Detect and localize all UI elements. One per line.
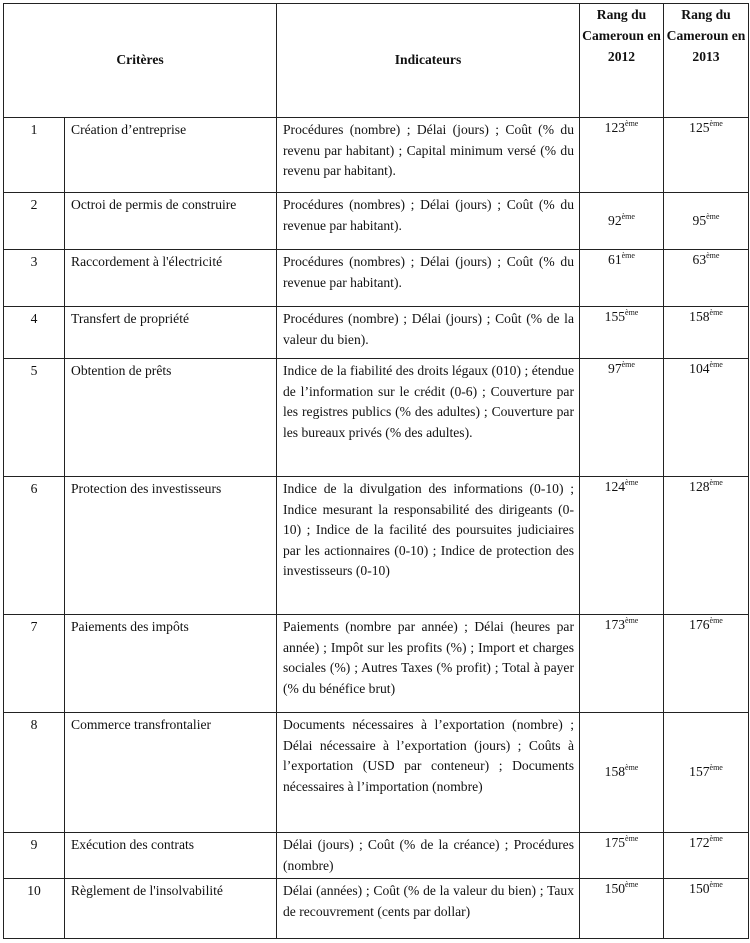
rank-suffix: ème xyxy=(621,251,635,260)
rank-value: 175 xyxy=(604,835,626,850)
rank-value: 124 xyxy=(604,479,626,494)
indicateurs-cell: Procédures (nombres) ; Délai (jours) ; Coût (% du revenue par habitant). xyxy=(277,250,580,307)
indicateurs-cell: Documents nécessaires à l’exportation (nombre) ; Délai nécessaire à l’exportation (jours) ; Coûts à l’exportation (USD par conteneur) ; Documents nécessaires à l’importation (nombre) xyxy=(277,713,580,833)
header-row xyxy=(4,4,749,118)
rank-suffix: ème xyxy=(709,478,723,487)
rank-suffix: ème xyxy=(621,211,635,221)
rank-suffix: ème xyxy=(709,308,723,317)
rank-2012-cell xyxy=(580,250,664,307)
table-row xyxy=(4,477,749,615)
rank-2013-cell xyxy=(664,118,749,193)
critere-cell: Obtention de prêts xyxy=(65,359,277,477)
rank-suffix: ème xyxy=(625,763,639,773)
rank-value: 155 xyxy=(604,309,626,324)
indicateurs-cell: Paiements (nombre par année) ; Délai (heures par année) ; Impôt sur les profits (%) ; Import et charges sociales (%) ; Autres Taxes (% profit) ; Total à payer (% du bénéfice brut) xyxy=(277,615,580,713)
indicateurs-cell: Indice de la divulgation des informations (0-10) ; Indice mesurant la responsabilité des dirigeants (0-10) ; Indice de la facilité des poursuites judiciaires par les actionnaires (0-10) ; Indice de protection des investisseurs (0-10) xyxy=(277,477,580,615)
critere-cell: Paiements des impôts xyxy=(65,615,277,713)
rank-value: 61 xyxy=(608,252,622,267)
header-criteres: Critères xyxy=(4,4,277,118)
indicateurs-cell: Délai (années) ; Coût (% de la valeur du bien) ; Taux de recouvrement (cents par dollar) xyxy=(277,879,580,939)
rank-suffix: ème xyxy=(706,251,720,260)
rank-value: 63 xyxy=(692,252,707,267)
table-row xyxy=(4,193,749,250)
rank-suffix: ème xyxy=(625,834,639,843)
rank-value: 92 xyxy=(608,212,622,228)
table-row xyxy=(4,359,749,477)
table-row xyxy=(4,307,749,359)
rank-suffix: ème xyxy=(706,211,720,221)
rank-2012-cell xyxy=(580,615,664,713)
table-row xyxy=(4,713,749,833)
rank-suffix: ème xyxy=(625,119,639,128)
doing-business-table xyxy=(3,3,749,939)
rank-2012-cell xyxy=(580,713,664,833)
table-row xyxy=(4,615,749,713)
critere-cell: Protection des investisseurs xyxy=(65,477,277,615)
critere-cell: Octroi de permis de construire xyxy=(65,193,277,250)
rank-suffix: ème xyxy=(709,880,723,889)
row-number: 4 xyxy=(4,307,65,359)
rank-value: 150 xyxy=(604,881,626,896)
rank-value: 176 xyxy=(689,617,710,632)
table-row xyxy=(4,118,749,193)
rank-suffix: ème xyxy=(709,360,723,369)
rank-value: 173 xyxy=(604,617,626,632)
rank-2012-cell xyxy=(580,359,664,477)
rank-2012-cell xyxy=(580,118,664,193)
rank-suffix: ème xyxy=(621,360,635,369)
rank-value: 158 xyxy=(604,764,626,780)
rank-suffix: ème xyxy=(709,763,723,773)
rank-2013-cell xyxy=(664,307,749,359)
rank-value: 123 xyxy=(604,120,626,135)
critere-cell: Commerce transfrontalier xyxy=(65,713,277,833)
row-number: 6 xyxy=(4,477,65,615)
critere-cell: Exécution des contrats xyxy=(65,833,277,879)
row-number: 10 xyxy=(4,879,65,939)
rank-2012-cell xyxy=(580,477,664,615)
table-row xyxy=(4,250,749,307)
row-number: 2 xyxy=(4,193,65,250)
rank-suffix: ème xyxy=(625,478,639,487)
critere-cell: Création d’entreprise xyxy=(65,118,277,193)
rank-2012-cell xyxy=(580,879,664,939)
rank-suffix: ème xyxy=(709,119,723,128)
critere-cell: Raccordement à l'électricité xyxy=(65,250,277,307)
indicateurs-cell: Indice de la fiabilité des droits légaux (010) ; étendue de l’information sur le crédit (0-6) ; Couverture par les registres publics (% des adultes) ; Couverture par les bureaux privés (% des adultes). xyxy=(277,359,580,477)
rank-value: 95 xyxy=(692,212,707,228)
rank-value: 128 xyxy=(689,479,710,494)
rank-2013-cell xyxy=(664,833,749,879)
row-number: 3 xyxy=(4,250,65,307)
rank-2012-cell xyxy=(580,833,664,879)
rank-suffix: ème xyxy=(709,834,723,843)
header-rang-2013: Rang du Cameroun en 2013 xyxy=(664,4,749,118)
indicateurs-cell: Délai (jours) ; Coût (% de la créance) ; Procédures (nombre) xyxy=(277,833,580,879)
rank-suffix: ème xyxy=(709,616,723,625)
rank-2013-cell xyxy=(664,359,749,477)
critere-cell: Règlement de l'insolvabilité xyxy=(65,879,277,939)
rank-suffix: ème xyxy=(625,616,639,625)
rank-2013-cell xyxy=(664,477,749,615)
indicateurs-cell: Procédures (nombre) ; Délai (jours) ; Coût (% du revenu par habitant) ; Capital minimum versé (% du revenu par habitant). xyxy=(277,118,580,193)
rank-value: 158 xyxy=(689,309,710,324)
rank-2013-cell xyxy=(664,713,749,833)
rank-suffix: ème xyxy=(625,880,639,889)
rank-value: 172 xyxy=(689,835,710,850)
rank-2013-cell xyxy=(664,879,749,939)
rank-value: 150 xyxy=(689,881,710,896)
row-number: 1 xyxy=(4,118,65,193)
header-indicateurs: Indicateurs xyxy=(277,4,580,118)
indicateurs-cell: Procédures (nombre) ; Délai (jours) ; Coût (% de la valeur du bien). xyxy=(277,307,580,359)
rank-2013-cell xyxy=(664,250,749,307)
critere-cell: Transfert de propriété xyxy=(65,307,277,359)
rank-value: 104 xyxy=(689,361,710,376)
rank-2012-cell xyxy=(580,193,664,250)
rank-2013-cell xyxy=(664,615,749,713)
table-row xyxy=(4,879,749,939)
rank-suffix: ème xyxy=(625,308,639,317)
rank-2012-cell xyxy=(580,307,664,359)
row-number: 9 xyxy=(4,833,65,879)
indicateurs-cell: Procédures (nombres) ; Délai (jours) ; Coût (% du revenue par habitant). xyxy=(277,193,580,250)
rank-value: 157 xyxy=(689,764,710,780)
rank-2013-cell xyxy=(664,193,749,250)
row-number: 5 xyxy=(4,359,65,477)
table-row xyxy=(4,833,749,879)
header-rang-2012: Rang du Cameroun en 2012 xyxy=(580,4,664,118)
rank-value: 97 xyxy=(608,361,622,376)
rank-value: 125 xyxy=(689,120,710,135)
row-number: 8 xyxy=(4,713,65,833)
row-number: 7 xyxy=(4,615,65,713)
